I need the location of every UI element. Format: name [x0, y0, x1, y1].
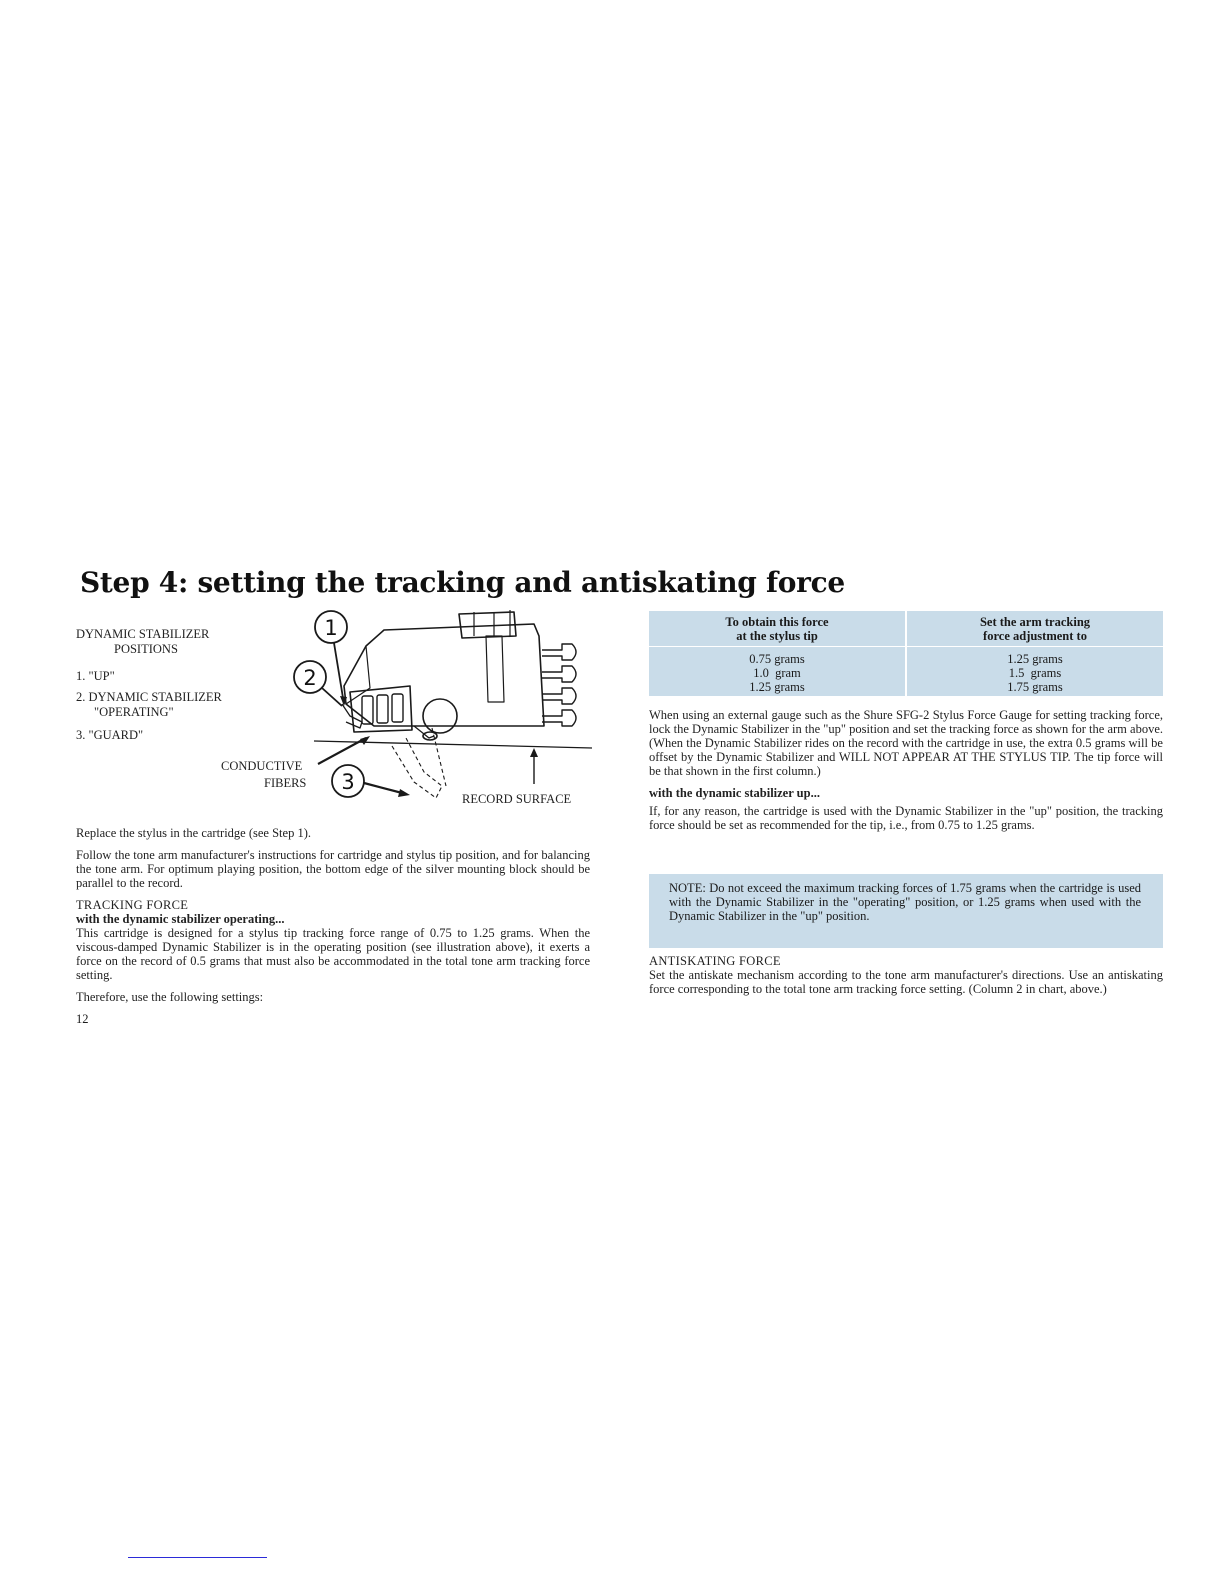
tip-force-value: 0.75 grams: [749, 652, 805, 666]
stabilizer-up-paragraph: If, for any reason, the cartridge is used with the Dynamic Stabilizer in the "up" position, the tracking force should be set as recommended for the tip, i.e., from 0.75 to 1.25 grams.: [649, 804, 1163, 832]
conductive-fibers-line1: CONDUCTIVE: [221, 759, 303, 773]
col-header-arm-adjustment: [906, 611, 1163, 647]
external-gauge-paragraph: When using an external gauge such as the Shure SFG-2 Stylus Force Gauge for setting tracking force, lock the Dynamic Stabilizer in the "up" position and set the tracking force as shown for the arm above. (When the Dynamic Stabilizer rides on the record with the cartridge in use, the extra 0.5 grams will be offset by the Dynamic Stabilizer and WILL NOT APPEAR AT THE STYLUS TIP. The tip force will be that shown in the first column.): [649, 708, 1163, 778]
page-title: Step 4: setting the tracking and antiskating force: [80, 566, 845, 599]
arm-force-value: 1.5 grams: [1008, 666, 1062, 680]
col1-header-line2: at the stylus tip: [736, 629, 818, 643]
arm-force-value: 1.75 grams: [1007, 680, 1063, 694]
position-item-2-line1: 2. DYNAMIC STABILIZER: [76, 690, 222, 704]
settings-intro: Therefore, use the following settings:: [76, 990, 264, 1004]
position-item-3: 3. "GUARD": [76, 728, 144, 742]
cartridge-body: [344, 624, 544, 726]
callout-2: 2: [303, 666, 317, 690]
table-row: [649, 647, 1163, 697]
max-force-note: NOTE: Do not exceed the maximum tracking forces of 1.75 grams when the cartridge is used with the Dynamic Stabilizer in the "operating" position, or 1.25 grams when used with the Dynamic Stabilizer in the "up" position.: [649, 874, 1163, 948]
page-number: 12: [76, 1012, 89, 1026]
table-header-row: [649, 611, 1163, 647]
replace-stylus-paragraph: Replace the stylus in the cartridge (see Step 1).: [76, 826, 311, 840]
positions-heading-line1: DYNAMIC STABILIZER: [76, 627, 210, 641]
position-item-2-line2: "OPERATING": [94, 705, 174, 719]
col2-header-line1: Set the arm tracking: [979, 615, 1091, 629]
right-column: [649, 708, 1163, 840]
record-surface-label: RECORD SURFACE: [462, 792, 572, 806]
tone-arm-paragraph: Follow the tone arm manufacturer's instructions for cartridge and stylus tip position, and for balancing the tone arm. For optimum playing position, the bottom edge of the silver mounting block should be parallel to the record.: [76, 848, 590, 890]
table-cell-stylus-tip: [649, 647, 906, 697]
col1-header-line1: To obtain this force: [725, 615, 829, 629]
table-cell-arm-adjustment: [906, 647, 1163, 697]
cartridge-diagram: [74, 606, 604, 816]
left-column: [76, 826, 590, 1012]
stabilizer-up-heading: with the dynamic stabilizer up...: [649, 786, 820, 800]
tracking-force-heading: TRACKING FORCE: [76, 898, 189, 912]
stabilizer-operating-heading: with the dynamic stabilizer operating...: [76, 912, 285, 926]
arm-force-value: 1.25 grams: [1007, 652, 1063, 666]
terminal-pins: [542, 644, 576, 726]
callout-3: 3: [341, 770, 355, 794]
force-settings-table: [649, 611, 1163, 696]
col-header-stylus-tip: [649, 611, 906, 647]
positions-heading-line2: POSITIONS: [114, 642, 178, 656]
tip-force-value: 1.0 gram: [753, 666, 801, 680]
callout-1: 1: [324, 616, 338, 640]
antiskating-paragraph: Set the antiskate mechanism according to the tone arm manufacturer's directions. Use an antiskating force corresponding to the total tone arm tracking force setting. (Column 2 in chart, above.): [649, 968, 1163, 996]
tracking-range-paragraph: This cartridge is designed for a stylus tip tracking force range of 0.75 to 1.25 grams. When the viscous-damped Dynamic Stabilizer is in the operating position (see illustration above), it exerts a force on the record of 0.5 grams that must also be accommodated in the total tone arm tracking force setting.: [76, 926, 590, 982]
antiskating-section: [649, 954, 1163, 1004]
tip-force-value: 1.25 grams: [749, 680, 805, 694]
footer-rule: [128, 1557, 267, 1558]
conductive-fibers-line2: FIBERS: [264, 776, 307, 790]
antiskating-heading: ANTISKATING FORCE: [649, 954, 781, 968]
position-item-1: 1. "UP": [76, 669, 115, 683]
stylus-housing: [423, 699, 457, 733]
col2-header-line2: force adjustment to: [983, 629, 1087, 643]
